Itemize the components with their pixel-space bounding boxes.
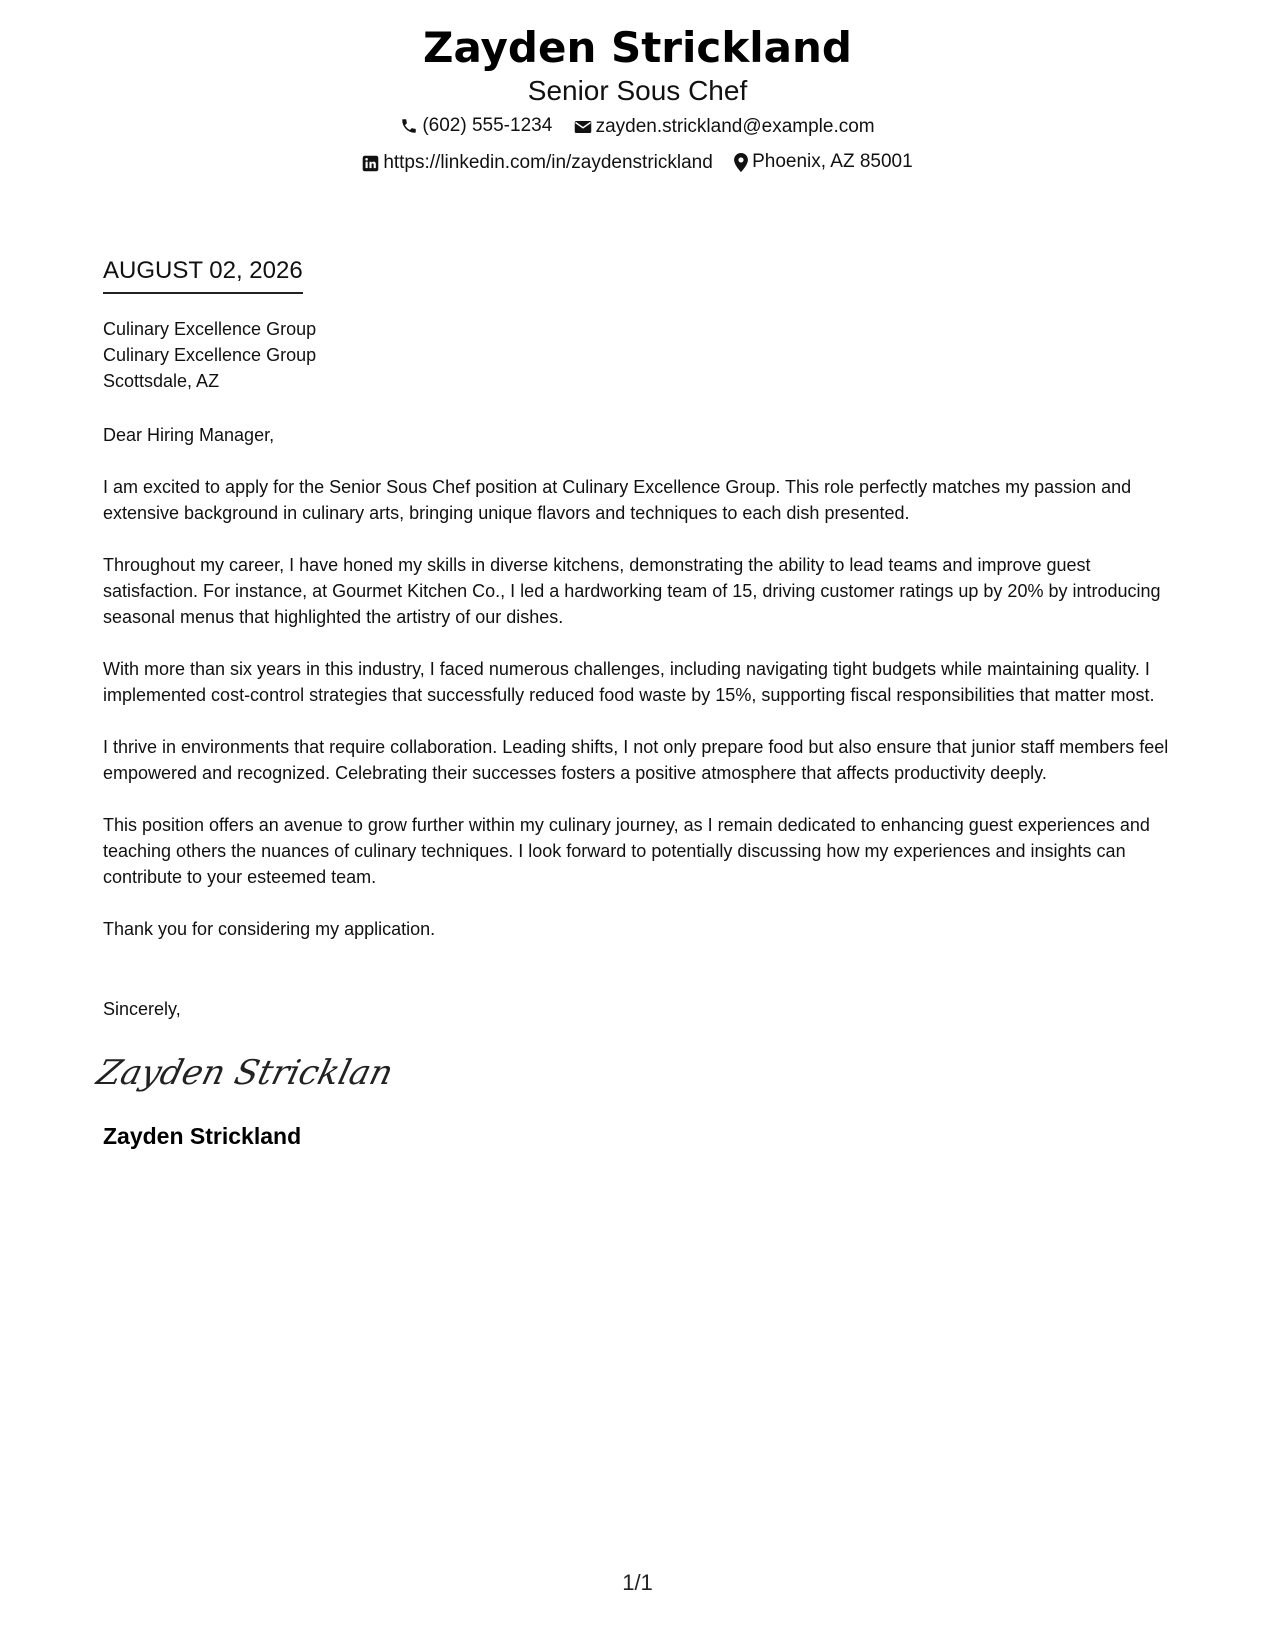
recipient-line: Culinary Excellence Group [103, 319, 317, 339]
body-paragraph: This position offers an avenue to grow further within my culinary journey, as I remain dedicated to enhancing guest experiences and teaching others the nuances of culinary techniques. I look forward to potentially discussing how my experiences and insights can contribute to your esteemed team. [103, 815, 1150, 887]
greeting: Dear Hiring Manager, [103, 425, 275, 445]
closing: Sincerely, [103, 999, 181, 1019]
phone-icon [400, 117, 418, 135]
letter-body [92, 256, 1183, 1150]
map-marker-icon [734, 153, 748, 172]
thanks-line: Thank you for considering my application. [103, 919, 436, 939]
phone-contact[interactable] [400, 114, 552, 138]
location-contact [734, 150, 913, 174]
recipient-block [103, 316, 1183, 394]
letter-header [0, 22, 1275, 179]
signer-name: Zayden Strickland [103, 1123, 302, 1149]
contact-row-primary [0, 114, 1275, 142]
recipient-line: Scottsdale, AZ [103, 371, 220, 391]
email-text: zayden.strickland@example.com [595, 116, 875, 137]
linkedin-text: https://linkedin.com/in/zaydenstrickland [383, 152, 713, 173]
contact-row-secondary [0, 150, 1275, 179]
body-paragraph: With more than six years in this industry, I faced numerous challenges, including navigating tight budgets while maintaining quality. I implemented cost-control strategies that successfully reduced food waste by 15%, supporting fiscal responsibilities that matter most. [103, 659, 1155, 705]
envelope-icon [574, 119, 592, 135]
recipient-line: Culinary Excellence Group [103, 345, 317, 365]
location-text: Phoenix, AZ 85001 [752, 151, 913, 172]
handwritten-signature [92, 1044, 1183, 1104]
body-paragraph: I thrive in environments that require collaboration. Leading shifts, I not only prepare food but also ensure that junior staff members feel empowered and recognized. Celebrating their successes fosters a positive atmosphere that affects productivity deeply. [103, 737, 1169, 783]
applicant-name: Zayden Strickland [423, 23, 852, 72]
linkedin-icon [362, 155, 379, 172]
page-number: 1/1 [622, 1570, 653, 1595]
email-contact[interactable] [574, 115, 875, 139]
phone-text: (602) 555-1234 [422, 115, 553, 136]
body-paragraph: Throughout my career, I have honed my skills in diverse kitchens, demonstrating the ability to lead teams and improve guest satisfaction. For instance, at Gourmet Kitchen Co., I led a hardworking team of 15, driving customer ratings up by 20% by introducing seasonal menus that highlighted the artistry of our dishes. [103, 555, 1161, 627]
body-paragraph: I am excited to apply for the Senior Sous Chef position at Culinary Excellence Group. This role perfectly matches my passion and extensive background in culinary arts, bringing unique flavors and techniques to each dish presented. [103, 477, 1132, 523]
letter-date: AUGUST 02, 2026 [103, 256, 303, 294]
signature-text: Zayden Stricklan [92, 1053, 398, 1093]
linkedin-contact[interactable] [362, 151, 713, 175]
applicant-title: Senior Sous Chef [527, 75, 748, 106]
signature-drawing [92, 1044, 398, 1100]
